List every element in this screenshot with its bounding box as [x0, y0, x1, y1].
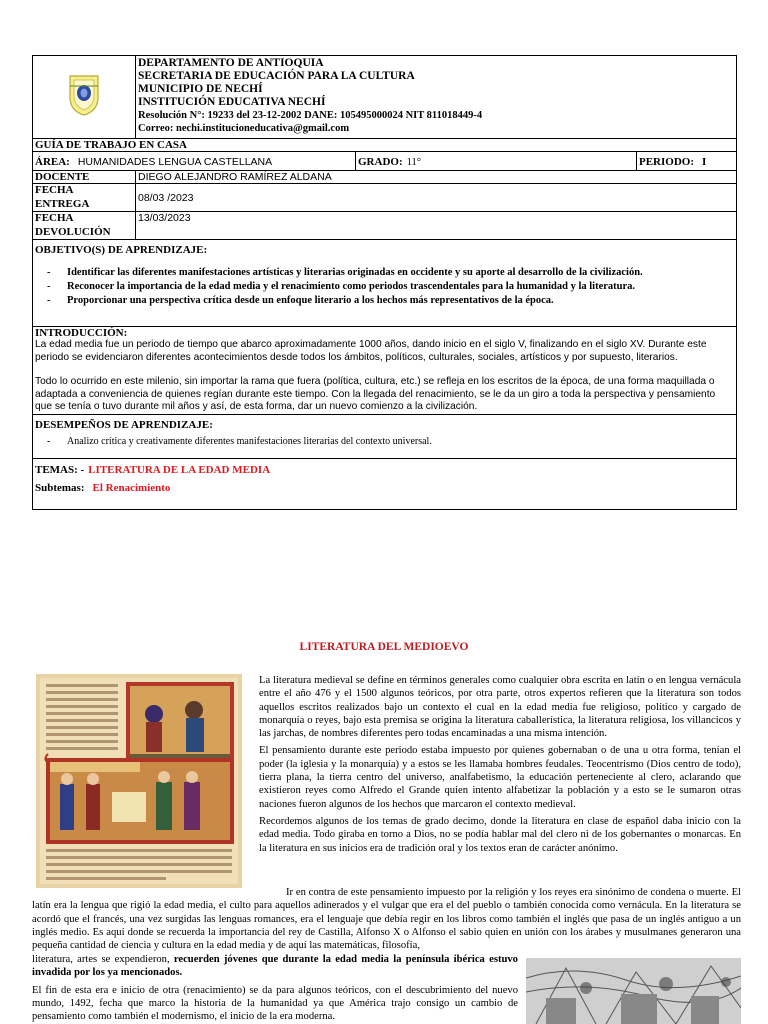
article-paragraph-2: El pensamiento durante este periodo estaba impuesto por quienes gobernaban o de una u otra forma, tenían el poder (la iglesia y la monarquía) y a estos se les llamaba hombres feudales. Teocentrismo (Dios centro de todo), tierra plana, la tierra centro del universo, analfabetismo, la educación perteneciente al clero, aclarando que existieron reyes como Alfredo el Grande quien intento alfabetizar la población y a esto se le sumaron otras naciones fueron algunos de los hechos que marcaron el contexto medieval. — [259, 745, 741, 810]
area-value: HUMANIDADES LENGUA CASTELLANA — [77, 156, 273, 168]
subtemas-label: Subtemas: — [35, 481, 85, 494]
header-line-correo: Correo: nechi.institucioneducativa@gmail.com — [138, 123, 350, 134]
introduccion-paragraph-2: Todo lo ocurrido en este milenio, sin importar la rama que fuera (política, cultura, etc.) se refleja en los escritos de la época, de una forma maquillada o adaptada a conveniencia de quienes regían durante este tiempo. Con la llegada del renacimiento, se le da un giro a toda la perspectiva y pensamiento que se tenía o tuvo durante mil años y así, de esta forma, dar un nuevo comienzo a la civilización. — [35, 376, 716, 413]
article-column-right — [259, 674, 741, 859]
renaissance-engraving-image — [526, 958, 741, 1024]
guide-title: GUÍA DE TRABAJO EN CASA — [33, 139, 737, 152]
article-full-width — [32, 886, 741, 952]
introduccion-paragraph-1: La edad media fue un periodo de tiempo que abarco aproximadamente 1000 años, dando inicio en el siglo V, finalizando en el siglo XV. Durante este periodo se evidenciaron diferentes acontecimientos desde todos los ámbitos, políticos, culturales, sociales, artísticos y por supuesto, literarios. — [35, 339, 707, 363]
header-line-department: DEPARTAMENTO DE ANTIOQUIA — [138, 57, 324, 69]
article-paragraph-5 — [32, 953, 518, 980]
temas-label: TEMAS: - — [35, 463, 85, 476]
header-line-resolucion: Resolución N°: 19233 del 23-12-2002 DANE: 105495000024 NIT 811018449-4 — [138, 110, 483, 121]
temas-section — [33, 458, 737, 509]
temas-value: LITERATURA DE LA EDAD MEDIA — [88, 463, 271, 476]
header-form — [32, 55, 736, 496]
objetivos-colon: : — [203, 244, 208, 256]
subtemas-value: El Renacimiento — [92, 481, 171, 494]
article-paragraph-5-normal: literatura, artes se expendieron, — [32, 954, 174, 965]
desempenos-section — [33, 414, 737, 458]
desempenos-list — [35, 433, 734, 458]
desempeno-item: - Analizo crítica y creativamente diferentes manifestaciones literarias del contexto universal. — [43, 436, 734, 448]
objetivos-title: OBJETIVO(S) DE APRENDIZAJE — [35, 244, 204, 256]
objetivo-item: - Identificar las diferentes manifestaciones artísticas y literarias originadas en occidente y su aporte al desarrollo de la civilización. — [43, 266, 734, 280]
fecha-devolucion-label-2: DEVOLUCIÓN — [35, 226, 111, 238]
medieval-manuscript-image — [36, 674, 242, 888]
article-title: LITERATURA DEL MEDIOEVO — [299, 641, 469, 653]
article-paragraph-3: Recordemos algunos de los temas de grado decimo, donde la literatura en clase de español daba inicio con la edad media. Todo giraba en torno a Dios, no se podía hablar mal del clero ni de los gobernantes o monarcas. En la literatura en sus inicios era de tradición oral y los textos eran de carácter anónimo. — [259, 815, 741, 854]
fecha-devolucion-label-1: FECHA — [35, 212, 74, 224]
article-paragraph-5-bold: recuerden jóvenes que durante la edad media la península ibérica estuvo invadida por los ya mencionados. — [32, 954, 518, 979]
article-column-lower-left — [32, 953, 518, 1023]
header-line-institucion: INSTITUCIÓN EDUCATIVA NECHÍ — [138, 96, 326, 108]
docente-value: DIEGO ALEJANDRO RAMÍREZ ALDANA — [136, 171, 737, 184]
header-table — [32, 55, 737, 510]
objetivos-list — [35, 258, 734, 326]
objetivos-section — [33, 240, 737, 327]
grado-cell — [356, 152, 637, 171]
institution-header — [136, 56, 737, 139]
docente-label: DOCENTE — [33, 171, 136, 184]
logo-cell — [33, 56, 136, 139]
school-shield-icon — [67, 73, 101, 117]
desempenos-title: DESEMPEÑOS DE APRENDIZAJE — [35, 418, 210, 431]
engraving-illustration — [526, 958, 741, 1024]
fecha-entrega-label-2: ENTREGA — [35, 198, 90, 210]
article-paragraph-1: La literatura medieval se define en términos generales como cualquier obra escrita en latín o en lengua vernácula entre el año 476 y el 1500 algunos teóricos, por otra parte, otros expertos refieren que la literatura son todos aquellos escritos realizados bajo un contexto el cual en la edad media fue religioso, político y cargado de monarquía o reyes, bajo esta premisa se origina la literatura caballerística, la literatura religiosa, los villancicos y las jarchas, de nombres diferentes pero todas encaminadas a una misma intención. — [259, 675, 741, 740]
article-paragraph-4: Ir en contra de este pensamiento impuesto por la religión y los reyes era sinónimo de condena o muerte. El latín era la lengua que rigió la edad media, el culto para aquellos adinerados y el vulgar que era el del pueblo o también conocida como vernácula. En la literatura se acordó que el francés, una vez surgidas las lenguas romances, era el lenguaje que debía regir en los libros como también el inglés que pasa de un inglés antiguo a un inglés medio. Es aquí donde se recuerda la importancia del rey de Castilla, Alfonso X o Alfonso el sabio quien en unión con los árabes y musulmanes generaron una pequeña cantidad de ciencia y cultura en la edad media y de aquí las matemáticas, filosofía, — [32, 887, 741, 952]
objetivo-item: - Proporcionar una perspectiva crítica desde un enfoque literario a los hechos más representativos de la época. — [43, 294, 734, 308]
manuscript-illustration — [36, 674, 242, 888]
periodo-label: PERIODO: — [639, 156, 694, 168]
fecha-entrega-label-1: FECHA — [35, 184, 74, 196]
periodo-value: I — [702, 156, 707, 168]
fecha-entrega-value: 08/03 /2023 — [136, 184, 737, 212]
header-line-municipio: MUNICIPIO DE NECHÍ — [138, 83, 263, 95]
desempenos-colon: : — [209, 418, 213, 431]
objetivo-item: - Reconocer la importancia de la edad media y el renacimiento como periodos trascendentales para la humanidad y la literatura. — [43, 280, 734, 294]
fecha-devolucion-label — [33, 212, 136, 240]
introduccion-section — [33, 327, 737, 415]
fecha-devolucion-value: 13/03/2023 — [136, 212, 737, 240]
header-line-secretaria: SECRETARIA DE EDUCACIÓN PARA LA CULTURA — [138, 70, 415, 82]
area-cell — [33, 152, 356, 171]
introduccion-title: INTRODUCCIÓN: — [35, 327, 128, 339]
area-label: ÁREA: — [35, 156, 70, 168]
grado-value: 11° — [406, 157, 421, 168]
article-paragraph-6: El fin de esta era e inicio de otra (renacimiento) se da para algunos teóricos, con el descubrimiento del nuevo mundo, 1492, fecha que marco la historia de la humanidad ya que América trajo consigo un cambio de pensamiento como también el modernismo, el inicio de la era moderna. — [32, 984, 518, 1023]
grado-label: GRADO: — [358, 156, 403, 168]
fecha-entrega-label — [33, 184, 136, 212]
periodo-cell — [637, 152, 737, 171]
